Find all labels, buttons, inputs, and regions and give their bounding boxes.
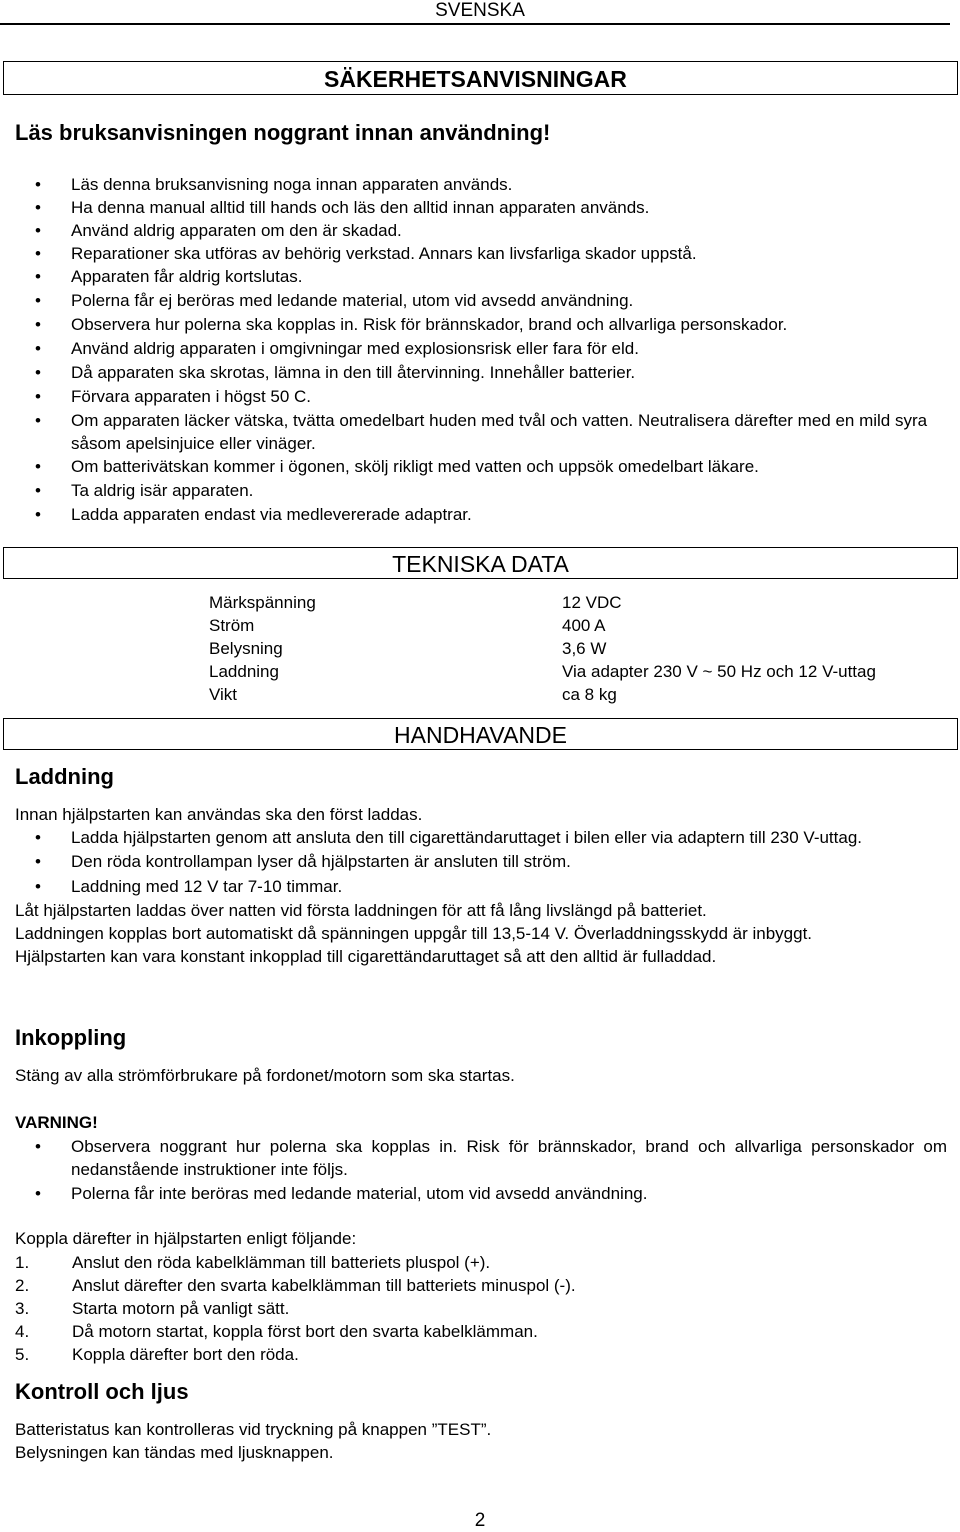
list-item bbox=[15, 1320, 947, 1343]
connect-intro: Stäng av alla strömförbrukare på fordonet/motorn som ska startas. bbox=[15, 1066, 515, 1085]
warning-list bbox=[14, 1135, 947, 1206]
step-text: Då motorn startat, koppla först bort den svarta kabelklämman. bbox=[72, 1322, 538, 1341]
list-item: • Ladda hjälpstarten genom att ansluta den till cigarettändaruttaget i bilen eller via adaptern till 230 V-uttag. bbox=[14, 826, 947, 849]
list-item: • Om batterivätskan kommer i ögonen, skölj rikligt med vatten och uppsök omedelbart läkare. bbox=[14, 455, 950, 479]
list-item: • Den röda kontrollampan lyser då hjälpstarten är ansluten till ström. bbox=[14, 849, 947, 874]
charging-intro: Innan hjälpstarten kan användas ska den först laddas. bbox=[15, 805, 423, 824]
list-item: • Observera noggrant hur polerna ska kopplas in. Risk för brännskador, brand och allvarliga personskador om nedanstående instruktioner inte följs. bbox=[14, 1135, 947, 1181]
list-item: • Ha denna manual alltid till hands och läs den alltid innan apparaten används. bbox=[14, 196, 950, 219]
list-item: • Observera hur polerna ska kopplas in. Risk för brännskador, brand och allvarliga personskador. bbox=[14, 313, 950, 337]
tech-row bbox=[209, 614, 949, 637]
step-text: Anslut den röda kabelklämman till batteriets pluspol (+). bbox=[72, 1253, 491, 1272]
step-number: 1. bbox=[15, 1253, 30, 1272]
tech-value: 400 A bbox=[562, 616, 606, 635]
tech-table bbox=[209, 591, 949, 706]
steps-list bbox=[15, 1251, 947, 1366]
warning-label: VARNING! bbox=[15, 1113, 98, 1132]
tech-row bbox=[209, 660, 949, 683]
tech-row bbox=[209, 683, 949, 706]
tech-label: Ström bbox=[209, 616, 255, 635]
list-item: • Ta aldrig isär apparaten. bbox=[14, 479, 950, 503]
list-item: • Polerna får ej beröras med ledande material, utom vid avsedd användning. bbox=[14, 289, 950, 313]
steps-intro: Koppla därefter in hjälpstarten enligt följande: bbox=[15, 1229, 357, 1248]
list-item: • Om apparaten läcker vätska, tvätta omedelbart huden med tvål och vatten. Neutralisera därefter med en mild syra såsom apelsinjuice eller vinäger. bbox=[14, 409, 950, 455]
list-item: • Då apparaten ska skrotas, lämna in den till återvinning. Innehåller batterier. bbox=[14, 361, 950, 385]
tech-title-box bbox=[3, 547, 958, 579]
tech-value: 3,6 W bbox=[562, 639, 607, 658]
list-item: • Reparationer ska utföras av behörig verkstad. Annars kan livsfarliga skador uppstå. bbox=[14, 242, 950, 265]
list-item: • Läs denna bruksanvisning noga innan apparaten används. bbox=[14, 173, 950, 196]
tech-row bbox=[209, 591, 949, 614]
charging-note: Hjälpstarten kan vara konstant inkopplad till cigarettändaruttaget så att den alltid är fulladdad. bbox=[15, 947, 717, 966]
step-number: 4. bbox=[15, 1322, 30, 1341]
control-line: Belysningen kan tändas med ljusknappen. bbox=[15, 1443, 334, 1462]
list-item: • Använd aldrig apparaten om den är skadad. bbox=[14, 219, 950, 242]
charging-note: Laddningen kopplas bort automatiskt då spänningen uppgår till 13,5-14 V. Överladdningsskydd är inbyggt. bbox=[15, 924, 813, 943]
header-rule bbox=[0, 23, 950, 25]
safety-list bbox=[14, 173, 950, 527]
tech-value: 12 VDC bbox=[562, 593, 622, 612]
step-number: 2. bbox=[15, 1276, 30, 1295]
tech-row bbox=[209, 637, 949, 660]
tech-title: TEKNISKA DATA bbox=[392, 551, 569, 577]
list-item: • Apparaten får aldrig kortslutas. bbox=[14, 265, 950, 289]
step-text: Koppla därefter bort den röda. bbox=[72, 1345, 299, 1364]
control-line: Batteristatus kan kontrolleras vid tryckning på knappen ”TEST”. bbox=[15, 1420, 492, 1439]
tech-value: Via adapter 230 V ~ 50 Hz och 12 V-uttag bbox=[562, 662, 876, 681]
list-item bbox=[15, 1297, 947, 1320]
charging-heading: Laddning bbox=[15, 764, 114, 789]
safety-intro: Läs bruksanvisningen noggrant innan användning! bbox=[15, 120, 551, 145]
step-text: Starta motorn på vanligt sätt. bbox=[72, 1299, 290, 1318]
handling-title: HANDHAVANDE bbox=[394, 722, 567, 748]
list-item bbox=[15, 1251, 947, 1274]
tech-value: ca 8 kg bbox=[562, 685, 617, 704]
page-number: 2 bbox=[474, 1510, 486, 1531]
list-item: • Polerna får inte beröras med ledande material, utom vid avsedd användning. bbox=[14, 1181, 947, 1206]
step-text: Anslut därefter den svarta kabelklämman till batteriets minuspol (-). bbox=[72, 1276, 576, 1295]
handling-title-box bbox=[3, 718, 958, 750]
charging-list bbox=[14, 826, 947, 899]
tech-label: Vikt bbox=[209, 685, 238, 704]
safety-title-box bbox=[3, 61, 958, 95]
list-item: • Förvara apparaten i högst 50 C. bbox=[14, 385, 950, 409]
list-item: • Använd aldrig apparaten i omgivningar med explosionsrisk eller fara för eld. bbox=[14, 337, 950, 361]
tech-label: Laddning bbox=[209, 662, 279, 681]
header-language: SVENSKA bbox=[435, 0, 525, 21]
control-heading: Kontroll och ljus bbox=[15, 1379, 189, 1404]
step-number: 3. bbox=[15, 1299, 30, 1318]
connect-heading: Inkoppling bbox=[15, 1025, 127, 1050]
tech-label: Märkspänning bbox=[209, 593, 316, 612]
list-item bbox=[15, 1274, 947, 1297]
list-item bbox=[15, 1343, 947, 1366]
list-item: • Ladda apparaten endast via medlevererade adaptrar. bbox=[14, 503, 950, 527]
step-number: 5. bbox=[15, 1345, 30, 1364]
safety-title: SÄKERHETSANVISNINGAR bbox=[324, 66, 627, 92]
charging-note: Låt hjälpstarten laddas över natten vid första laddningen för att få lång livslängd på batteriet. bbox=[15, 901, 707, 920]
tech-label: Belysning bbox=[209, 639, 283, 658]
charging-section bbox=[15, 803, 947, 968]
control-section bbox=[15, 1418, 947, 1464]
list-item: • Laddning med 12 V tar 7-10 timmar. bbox=[14, 874, 947, 899]
